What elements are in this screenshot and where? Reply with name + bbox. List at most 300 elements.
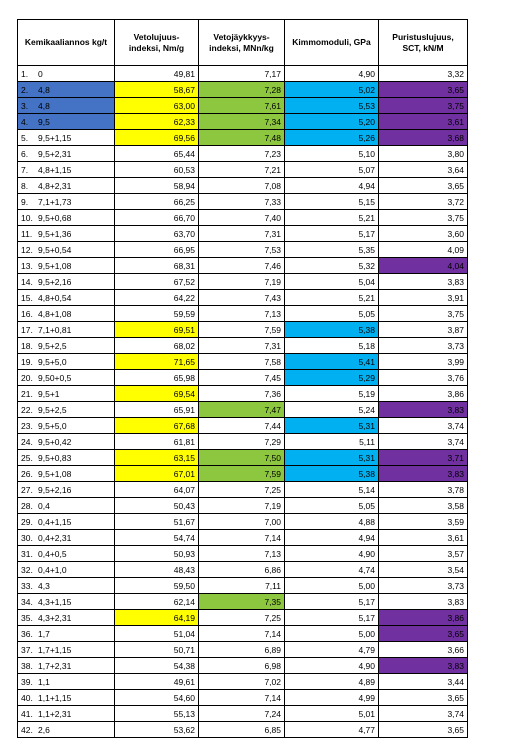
cell-elastic-modulus[interactable]: 5,04 <box>285 274 379 290</box>
cell-compression-strength[interactable]: 3,68 <box>379 130 468 146</box>
cell-compression-strength[interactable]: 3,75 <box>379 98 468 114</box>
cell-tensile-stiffness-index[interactable]: 7,45 <box>199 370 285 386</box>
cell-tensile-index[interactable]: 59,59 <box>115 306 199 322</box>
cell-elastic-modulus[interactable]: 4,88 <box>285 514 379 530</box>
cell-tensile-index[interactable]: 67,68 <box>115 418 199 434</box>
dose-label: 9,50+0,5 <box>38 372 72 383</box>
row-number: 21. <box>21 388 33 399</box>
cell-tensile-stiffness-index[interactable]: 7,61 <box>199 98 285 114</box>
cell-compression-strength[interactable]: 3,86 <box>379 386 468 402</box>
cell-tensile-stiffness-index[interactable]: 7,14 <box>199 690 285 706</box>
cell-chemical-dose[interactable] <box>18 146 115 162</box>
table-row <box>18 578 468 594</box>
cell-chemical-dose[interactable] <box>18 194 115 210</box>
dose-label: 9,5+0,83 <box>38 452 72 463</box>
cell-elastic-modulus[interactable]: 4,90 <box>285 658 379 674</box>
cell-compression-strength[interactable]: 3,71 <box>379 450 468 466</box>
row-number: 31. <box>21 548 33 559</box>
cell-tensile-index[interactable]: 65,91 <box>115 402 199 418</box>
cell-tensile-stiffness-index[interactable]: 7,00 <box>199 514 285 530</box>
dose-label: 1,7+2,31 <box>38 660 72 671</box>
dose-label: 9,5+1,15 <box>38 132 72 143</box>
dose-label: 7,1+1,73 <box>38 196 72 207</box>
cell-elastic-modulus[interactable]: 5,29 <box>285 370 379 386</box>
row-number: 12. <box>21 244 33 255</box>
cell-elastic-modulus[interactable]: 4,89 <box>285 674 379 690</box>
cell-tensile-index[interactable]: 68,02 <box>115 338 199 354</box>
cell-tensile-index[interactable]: 68,31 <box>115 258 199 274</box>
cell-tensile-index[interactable]: 64,19 <box>115 610 199 626</box>
cell-elastic-modulus[interactable]: 5,01 <box>285 706 379 722</box>
cell-compression-strength[interactable]: 4,09 <box>379 242 468 258</box>
table-row <box>18 530 468 546</box>
table-row <box>18 466 468 482</box>
cell-elastic-modulus[interactable]: 4,77 <box>285 722 379 738</box>
cell-chemical-dose[interactable] <box>18 514 115 530</box>
cell-elastic-modulus[interactable]: 5,24 <box>285 402 379 418</box>
cell-tensile-index[interactable]: 61,81 <box>115 434 199 450</box>
row-number: 26. <box>21 468 33 479</box>
cell-chemical-dose[interactable] <box>18 98 115 114</box>
cell-tensile-index[interactable]: 62,33 <box>115 114 199 130</box>
cell-tensile-stiffness-index[interactable]: 7,28 <box>199 82 285 98</box>
cell-tensile-stiffness-index[interactable]: 7,25 <box>199 610 285 626</box>
cell-compression-strength[interactable]: 3,66 <box>379 642 468 658</box>
cell-elastic-modulus[interactable]: 4,90 <box>285 66 379 82</box>
cell-compression-strength[interactable]: 3,87 <box>379 322 468 338</box>
cell-tensile-index[interactable]: 65,44 <box>115 146 199 162</box>
table-row <box>18 434 468 450</box>
cell-tensile-stiffness-index[interactable]: 7,44 <box>199 418 285 434</box>
cell-tensile-stiffness-index[interactable]: 7,48 <box>199 130 285 146</box>
cell-tensile-index[interactable]: 54,74 <box>115 530 199 546</box>
dose-label: 4,8 <box>38 100 50 111</box>
cell-chemical-dose[interactable] <box>18 274 115 290</box>
cell-tensile-stiffness-index[interactable]: 7,25 <box>199 482 285 498</box>
dose-label: 0 <box>38 68 43 79</box>
cell-elastic-modulus[interactable]: 5,21 <box>285 290 379 306</box>
cell-tensile-stiffness-index[interactable]: 7,11 <box>199 578 285 594</box>
cell-elastic-modulus[interactable]: 4,90 <box>285 546 379 562</box>
cell-tensile-stiffness-index[interactable]: 7,23 <box>199 146 285 162</box>
cell-chemical-dose[interactable] <box>18 258 115 274</box>
cell-tensile-index[interactable]: 65,98 <box>115 370 199 386</box>
dose-label: 9,5+2,31 <box>38 148 72 159</box>
cell-chemical-dose[interactable] <box>18 162 115 178</box>
cell-compression-strength[interactable]: 3,61 <box>379 530 468 546</box>
dose-label: 0,4+0,5 <box>38 548 67 559</box>
cell-elastic-modulus[interactable]: 5,19 <box>285 386 379 402</box>
dose-label: 9,5+0,42 <box>38 436 72 447</box>
cell-tensile-index[interactable]: 59,50 <box>115 578 199 594</box>
cell-tensile-stiffness-index[interactable]: 7,31 <box>199 338 285 354</box>
row-number: 41. <box>21 708 33 719</box>
table-row <box>18 706 468 722</box>
cell-tensile-index[interactable]: 69,51 <box>115 322 199 338</box>
cell-tensile-index[interactable]: 69,54 <box>115 386 199 402</box>
cell-compression-strength[interactable]: 3,83 <box>379 402 468 418</box>
cell-tensile-index[interactable]: 62,14 <box>115 594 199 610</box>
cell-chemical-dose[interactable] <box>18 658 115 674</box>
cell-compression-strength[interactable]: 3,83 <box>379 274 468 290</box>
cell-elastic-modulus[interactable]: 5,17 <box>285 594 379 610</box>
table-row <box>18 306 468 322</box>
table-row <box>18 418 468 434</box>
cell-elastic-modulus[interactable]: 5,00 <box>285 578 379 594</box>
cell-tensile-index[interactable]: 58,94 <box>115 178 199 194</box>
cell-tensile-stiffness-index[interactable]: 7,43 <box>199 290 285 306</box>
cell-chemical-dose[interactable] <box>18 226 115 242</box>
row-number: 39. <box>21 676 33 687</box>
header-compression-strength[interactable]: Puristuslujuus, SCT, kN/M <box>379 20 468 66</box>
cell-compression-strength[interactable]: 3,65 <box>379 82 468 98</box>
cell-elastic-modulus[interactable]: 5,05 <box>285 498 379 514</box>
cell-chemical-dose[interactable] <box>18 114 115 130</box>
cell-chemical-dose[interactable] <box>18 530 115 546</box>
cell-compression-strength[interactable]: 3,54 <box>379 562 468 578</box>
cell-tensile-index[interactable]: 66,70 <box>115 210 199 226</box>
cell-tensile-index[interactable]: 60,53 <box>115 162 199 178</box>
dose-label: 9,5+0,68 <box>38 212 72 223</box>
table-row <box>18 162 468 178</box>
cell-compression-strength[interactable]: 3,74 <box>379 418 468 434</box>
table-row <box>18 690 468 706</box>
cell-compression-strength[interactable]: 3,58 <box>379 498 468 514</box>
cell-tensile-index[interactable]: 58,67 <box>115 82 199 98</box>
cell-compression-strength[interactable]: 3,59 <box>379 514 468 530</box>
dose-label: 7,1+0,81 <box>38 324 72 335</box>
row-number: 36. <box>21 628 33 639</box>
cell-tensile-index[interactable]: 71,65 <box>115 354 199 370</box>
cell-tensile-index[interactable]: 64,07 <box>115 482 199 498</box>
cell-elastic-modulus[interactable]: 4,74 <box>285 562 379 578</box>
cell-elastic-modulus[interactable]: 4,94 <box>285 178 379 194</box>
row-number: 7. <box>21 164 29 175</box>
row-number: 1. <box>21 68 29 79</box>
cell-chemical-dose[interactable] <box>18 386 115 402</box>
cell-elastic-modulus[interactable]: 5,07 <box>285 162 379 178</box>
cell-compression-strength[interactable]: 3,80 <box>379 146 468 162</box>
cell-elastic-modulus[interactable]: 5,35 <box>285 242 379 258</box>
cell-tensile-stiffness-index[interactable]: 7,08 <box>199 178 285 194</box>
row-number: 20. <box>21 372 33 383</box>
cell-tensile-index[interactable]: 63,15 <box>115 450 199 466</box>
cell-chemical-dose[interactable] <box>18 546 115 562</box>
header-chemical-dose[interactable]: Kemikaaliannos kg/t <box>18 20 115 66</box>
cell-elastic-modulus[interactable]: 5,26 <box>285 130 379 146</box>
cell-tensile-index[interactable]: 55,13 <box>115 706 199 722</box>
cell-tensile-stiffness-index[interactable]: 7,02 <box>199 674 285 690</box>
cell-chemical-dose[interactable] <box>18 354 115 370</box>
dose-label: 0,4+1,0 <box>38 564 67 575</box>
cell-chemical-dose[interactable] <box>18 82 115 98</box>
dose-label: 9,5+2,16 <box>38 484 72 495</box>
cell-chemical-dose[interactable] <box>18 722 115 738</box>
cell-tensile-stiffness-index[interactable]: 7,24 <box>199 706 285 722</box>
table-row <box>18 290 468 306</box>
cell-tensile-index[interactable]: 49,61 <box>115 674 199 690</box>
dose-label: 1,7 <box>38 628 50 639</box>
cell-chemical-dose[interactable] <box>18 610 115 626</box>
cell-chemical-dose[interactable] <box>18 498 115 514</box>
row-number: 4. <box>21 116 29 127</box>
cell-chemical-dose[interactable] <box>18 418 115 434</box>
cell-compression-strength[interactable]: 3,76 <box>379 370 468 386</box>
dose-label: 4,3+1,15 <box>38 596 72 607</box>
cell-compression-strength[interactable]: 3,64 <box>379 162 468 178</box>
cell-chemical-dose[interactable] <box>18 706 115 722</box>
cell-tensile-stiffness-index[interactable]: 6,98 <box>199 658 285 674</box>
dose-label: 0,4+2,31 <box>38 532 72 543</box>
row-number: 25. <box>21 452 33 463</box>
cell-chemical-dose[interactable] <box>18 338 115 354</box>
dose-label: 1,1+2,31 <box>38 708 72 719</box>
cell-tensile-index[interactable]: 50,93 <box>115 546 199 562</box>
cell-compression-strength[interactable]: 3,83 <box>379 658 468 674</box>
dose-label: 1,1 <box>38 676 50 687</box>
cell-elastic-modulus[interactable]: 4,79 <box>285 642 379 658</box>
cell-chemical-dose[interactable] <box>18 210 115 226</box>
cell-tensile-stiffness-index[interactable]: 7,14 <box>199 626 285 642</box>
cell-tensile-index[interactable]: 63,70 <box>115 226 199 242</box>
row-number: 6. <box>21 148 29 159</box>
cell-chemical-dose[interactable] <box>18 306 115 322</box>
cell-compression-strength[interactable]: 3,72 <box>379 194 468 210</box>
cell-elastic-modulus[interactable]: 5,14 <box>285 482 379 498</box>
cell-tensile-stiffness-index[interactable]: 7,35 <box>199 594 285 610</box>
cell-tensile-index[interactable]: 51,04 <box>115 626 199 642</box>
cell-compression-strength[interactable]: 3,75 <box>379 306 468 322</box>
cell-compression-strength[interactable]: 3,32 <box>379 66 468 82</box>
cell-elastic-modulus[interactable]: 5,20 <box>285 114 379 130</box>
cell-tensile-index[interactable]: 67,52 <box>115 274 199 290</box>
dose-label: 4,8 <box>38 84 50 95</box>
cell-chemical-dose[interactable] <box>18 370 115 386</box>
cell-compression-strength[interactable]: 3,73 <box>379 338 468 354</box>
cell-tensile-stiffness-index[interactable]: 7,31 <box>199 226 285 242</box>
cell-elastic-modulus[interactable]: 5,17 <box>285 610 379 626</box>
cell-elastic-modulus[interactable]: 5,32 <box>285 258 379 274</box>
table-row <box>18 482 468 498</box>
cell-tensile-stiffness-index[interactable]: 7,50 <box>199 450 285 466</box>
cell-tensile-stiffness-index[interactable]: 7,19 <box>199 498 285 514</box>
cell-compression-strength[interactable]: 3,99 <box>379 354 468 370</box>
cell-compression-strength[interactable]: 3,86 <box>379 610 468 626</box>
row-number: 10. <box>21 212 33 223</box>
header-tensile-index[interactable]: Vetolujuus-indeksi, Nm/g <box>115 20 199 66</box>
cell-chemical-dose[interactable] <box>18 482 115 498</box>
table-row <box>18 210 468 226</box>
cell-tensile-stiffness-index[interactable]: 7,59 <box>199 466 285 482</box>
cell-chemical-dose[interactable] <box>18 674 115 690</box>
cell-elastic-modulus[interactable]: 5,17 <box>285 226 379 242</box>
table-row <box>18 66 468 82</box>
row-number: 28. <box>21 500 33 511</box>
dose-label: 4,8+1,08 <box>38 308 72 319</box>
cell-chemical-dose[interactable] <box>18 130 115 146</box>
table-row <box>18 594 468 610</box>
table-row <box>18 626 468 642</box>
cell-elastic-modulus[interactable]: 5,11 <box>285 434 379 450</box>
cell-tensile-index[interactable]: 66,25 <box>115 194 199 210</box>
cell-tensile-index[interactable]: 66,95 <box>115 242 199 258</box>
cell-elastic-modulus[interactable]: 4,94 <box>285 530 379 546</box>
cell-elastic-modulus[interactable]: 5,15 <box>285 194 379 210</box>
cell-elastic-modulus[interactable]: 5,31 <box>285 450 379 466</box>
header-tensile-stiffness-index[interactable]: Vetojäykkyys-indeksi, MNn/kg <box>199 20 285 66</box>
cell-compression-strength[interactable]: 3,91 <box>379 290 468 306</box>
cell-compression-strength[interactable]: 3,65 <box>379 178 468 194</box>
cell-compression-strength[interactable]: 3,74 <box>379 434 468 450</box>
header-elastic-modulus[interactable]: Kimmomoduli, GPa <box>285 20 379 66</box>
cell-compression-strength[interactable]: 3,75 <box>379 210 468 226</box>
cell-chemical-dose[interactable] <box>18 626 115 642</box>
cell-compression-strength[interactable]: 3,57 <box>379 546 468 562</box>
dose-label: 1,7+1,15 <box>38 644 72 655</box>
cell-elastic-modulus[interactable]: 5,31 <box>285 418 379 434</box>
dose-label: 9,5+1,08 <box>38 260 72 271</box>
cell-tensile-stiffness-index[interactable]: 7,29 <box>199 434 285 450</box>
cell-tensile-stiffness-index[interactable]: 7,40 <box>199 210 285 226</box>
cell-chemical-dose[interactable] <box>18 322 115 338</box>
table-row <box>18 514 468 530</box>
cell-tensile-stiffness-index[interactable]: 7,53 <box>199 242 285 258</box>
row-number: 13. <box>21 260 33 271</box>
cell-tensile-stiffness-index[interactable]: 7,19 <box>199 274 285 290</box>
row-number: 42. <box>21 724 33 735</box>
table-row <box>18 242 468 258</box>
cell-elastic-modulus[interactable]: 5,38 <box>285 466 379 482</box>
cell-tensile-stiffness-index[interactable]: 7,36 <box>199 386 285 402</box>
cell-compression-strength[interactable]: 3,78 <box>379 482 468 498</box>
cell-tensile-index[interactable]: 48,43 <box>115 562 199 578</box>
cell-tensile-index[interactable]: 51,67 <box>115 514 199 530</box>
spreadsheet <box>17 19 468 738</box>
row-number: 11. <box>21 228 33 239</box>
cell-chemical-dose[interactable] <box>18 578 115 594</box>
results-table <box>17 19 468 738</box>
cell-tensile-stiffness-index[interactable]: 7,14 <box>199 530 285 546</box>
cell-tensile-stiffness-index[interactable]: 6,85 <box>199 722 285 738</box>
cell-chemical-dose[interactable] <box>18 466 115 482</box>
cell-chemical-dose[interactable] <box>18 434 115 450</box>
cell-compression-strength[interactable]: 4,04 <box>379 258 468 274</box>
cell-tensile-stiffness-index[interactable]: 7,17 <box>199 66 285 82</box>
cell-elastic-modulus[interactable]: 5,10 <box>285 146 379 162</box>
cell-tensile-index[interactable]: 53,62 <box>115 722 199 738</box>
cell-tensile-index[interactable]: 54,60 <box>115 690 199 706</box>
cell-chemical-dose[interactable] <box>18 242 115 258</box>
cell-compression-strength[interactable]: 3,61 <box>379 114 468 130</box>
cell-elastic-modulus[interactable]: 5,05 <box>285 306 379 322</box>
row-number: 35. <box>21 612 33 623</box>
cell-elastic-modulus[interactable]: 5,41 <box>285 354 379 370</box>
dose-label: 4,8+1,15 <box>38 164 72 175</box>
cell-tensile-index[interactable]: 50,43 <box>115 498 199 514</box>
cell-tensile-index[interactable]: 50,71 <box>115 642 199 658</box>
row-number: 32. <box>21 564 33 575</box>
table-row <box>18 450 468 466</box>
cell-compression-strength[interactable]: 3,83 <box>379 594 468 610</box>
row-number: 19. <box>21 356 33 367</box>
cell-tensile-index[interactable]: 64,22 <box>115 290 199 306</box>
row-number: 5. <box>21 132 29 143</box>
cell-tensile-stiffness-index[interactable]: 7,59 <box>199 322 285 338</box>
cell-tensile-stiffness-index[interactable]: 7,47 <box>199 402 285 418</box>
table-row <box>18 722 468 738</box>
cell-elastic-modulus[interactable]: 5,02 <box>285 82 379 98</box>
cell-compression-strength[interactable]: 3,83 <box>379 466 468 482</box>
row-number: 30. <box>21 532 33 543</box>
cell-tensile-stiffness-index[interactable]: 7,33 <box>199 194 285 210</box>
dose-label: 9,5+1,36 <box>38 228 72 239</box>
row-number: 18. <box>21 340 33 351</box>
row-number: 24. <box>21 436 33 447</box>
cell-compression-strength[interactable]: 3,74 <box>379 706 468 722</box>
cell-tensile-index[interactable]: 67,01 <box>115 466 199 482</box>
dose-label: 9,5+5,0 <box>38 420 67 431</box>
cell-compression-strength[interactable]: 3,65 <box>379 722 468 738</box>
cell-tensile-index[interactable]: 69,56 <box>115 130 199 146</box>
cell-tensile-index[interactable]: 49,81 <box>115 66 199 82</box>
cell-tensile-index[interactable]: 63,00 <box>115 98 199 114</box>
cell-tensile-index[interactable]: 54,38 <box>115 658 199 674</box>
row-number: 2. <box>21 84 29 95</box>
dose-label: 9,5+0,54 <box>38 244 72 255</box>
row-number: 8. <box>21 180 29 191</box>
cell-tensile-stiffness-index[interactable]: 7,58 <box>199 354 285 370</box>
cell-compression-strength[interactable]: 3,60 <box>379 226 468 242</box>
dose-label: 9,5+5,0 <box>38 356 67 367</box>
cell-chemical-dose[interactable] <box>18 290 115 306</box>
table-row <box>18 354 468 370</box>
cell-tensile-stiffness-index[interactable]: 7,46 <box>199 258 285 274</box>
cell-compression-strength[interactable]: 3,65 <box>379 690 468 706</box>
table-row <box>18 98 468 114</box>
cell-elastic-modulus[interactable]: 5,18 <box>285 338 379 354</box>
table-row <box>18 178 468 194</box>
cell-tensile-stiffness-index[interactable]: 7,13 <box>199 546 285 562</box>
dose-label: 0,4+1,15 <box>38 516 72 527</box>
cell-chemical-dose[interactable] <box>18 450 115 466</box>
cell-elastic-modulus[interactable]: 5,00 <box>285 626 379 642</box>
cell-elastic-modulus[interactable]: 5,21 <box>285 210 379 226</box>
cell-compression-strength[interactable]: 3,44 <box>379 674 468 690</box>
cell-chemical-dose[interactable] <box>18 594 115 610</box>
cell-elastic-modulus[interactable]: 5,53 <box>285 98 379 114</box>
cell-tensile-stiffness-index[interactable]: 6,89 <box>199 642 285 658</box>
cell-chemical-dose[interactable] <box>18 402 115 418</box>
cell-tensile-stiffness-index[interactable]: 7,34 <box>199 114 285 130</box>
cell-tensile-stiffness-index[interactable]: 7,21 <box>199 162 285 178</box>
cell-chemical-dose[interactable] <box>18 642 115 658</box>
cell-chemical-dose[interactable] <box>18 562 115 578</box>
table-row <box>18 386 468 402</box>
row-number: 16. <box>21 308 33 319</box>
cell-compression-strength[interactable]: 3,73 <box>379 578 468 594</box>
cell-chemical-dose[interactable] <box>18 690 115 706</box>
cell-elastic-modulus[interactable]: 5,38 <box>285 322 379 338</box>
cell-tensile-stiffness-index[interactable]: 6,86 <box>199 562 285 578</box>
dose-label: 9,5+1 <box>38 388 60 399</box>
cell-elastic-modulus[interactable]: 4,99 <box>285 690 379 706</box>
cell-tensile-stiffness-index[interactable]: 7,13 <box>199 306 285 322</box>
row-number: 17. <box>21 324 33 335</box>
cell-chemical-dose[interactable] <box>18 66 115 82</box>
cell-chemical-dose[interactable] <box>18 178 115 194</box>
dose-label: 9,5+2,16 <box>38 276 72 287</box>
cell-compression-strength[interactable]: 3,65 <box>379 626 468 642</box>
